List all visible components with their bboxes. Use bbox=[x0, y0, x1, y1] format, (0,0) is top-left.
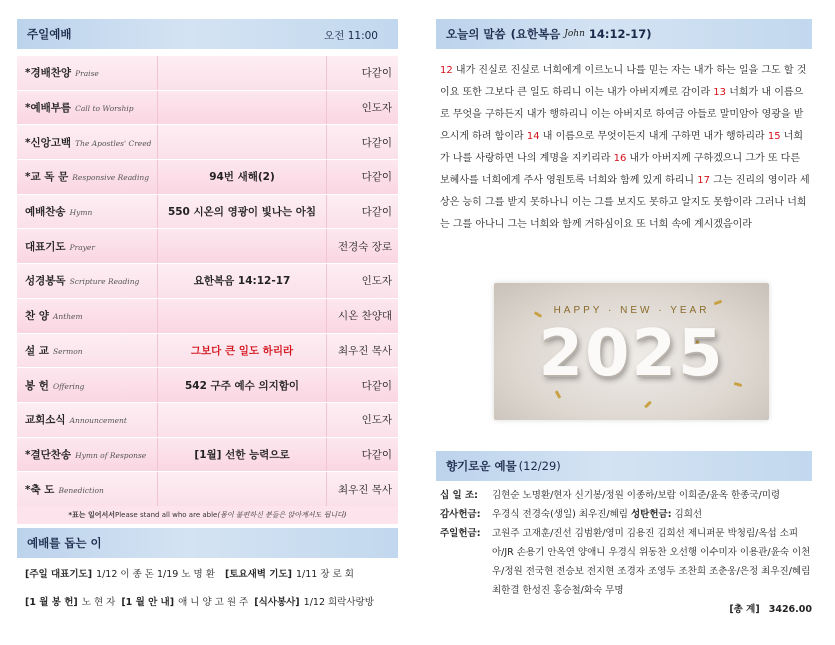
offering-row-tithe bbox=[440, 486, 812, 505]
scripture-ref-john: John bbox=[564, 29, 585, 39]
order-item-english: Anthem bbox=[52, 312, 83, 322]
order-item-content: [1월] 선한 능력으로 bbox=[157, 438, 327, 472]
total-label: [총 계] bbox=[729, 604, 760, 615]
order-item-content bbox=[157, 125, 327, 159]
order-item-leader: 최우진 목사 bbox=[337, 344, 392, 357]
offering-title: 향기로운 예물 bbox=[446, 459, 517, 473]
order-item-leader: 다같이 bbox=[361, 206, 392, 219]
order-item-content bbox=[157, 472, 327, 506]
verse-number: 16 bbox=[613, 153, 627, 164]
order-item-korean: 봉 헌 bbox=[25, 379, 49, 392]
order-row bbox=[17, 263, 398, 298]
verse-number: 14 bbox=[526, 131, 540, 142]
order-item-korean: 교회소식 bbox=[25, 414, 66, 427]
order-item-korean: 설 교 bbox=[25, 344, 49, 357]
verse-text: 그는 진리의 영이라 세상은 능히 그를 받지 못하나니 이는 그를 보지도 못하고 알지도 못함이라 그러나 너희는 그를 아나니 그는 너희와 함께 거하심이요 또 너희 속에 계시겠음이라 bbox=[440, 175, 810, 230]
offering-total bbox=[440, 600, 812, 619]
order-item-name bbox=[17, 378, 155, 393]
order-item-leader: 다같이 bbox=[361, 171, 392, 184]
order-item-english: Scripture Reading bbox=[69, 277, 140, 287]
order-item-content bbox=[157, 229, 327, 263]
order-item-content bbox=[157, 299, 327, 333]
order-item-korean: *예배부름 bbox=[25, 102, 72, 115]
total-value: 3426.00 bbox=[768, 604, 812, 615]
scripture-text bbox=[440, 60, 812, 236]
order-row bbox=[17, 194, 398, 229]
order-item-name bbox=[17, 204, 155, 219]
scripture-ref-post: 14:12-17) bbox=[588, 27, 652, 41]
order-row bbox=[17, 55, 398, 90]
verse-number: 12 bbox=[440, 65, 453, 76]
order-item-english: Prayer bbox=[69, 242, 95, 252]
order-item-english: Hymn of Response bbox=[75, 450, 147, 460]
order-item-english: The Apostles' Creed bbox=[75, 138, 152, 148]
scripture-banner bbox=[436, 19, 812, 49]
order-item-korean: *경배찬양 bbox=[25, 67, 72, 80]
order-item-name bbox=[17, 273, 155, 288]
order-row bbox=[17, 159, 398, 194]
order-item-content: 94번 새해(2) bbox=[157, 160, 327, 194]
order-item-english: Hymn bbox=[69, 208, 93, 218]
order-item-korean: 대표기도 bbox=[25, 240, 66, 253]
order-row bbox=[17, 298, 398, 333]
helpers-banner bbox=[17, 528, 398, 558]
order-item-name bbox=[17, 169, 155, 184]
worship-banner bbox=[17, 19, 398, 49]
helpers-row-1 bbox=[17, 559, 398, 587]
offering-banner bbox=[436, 451, 812, 481]
order-item-korean: *축 도 bbox=[25, 483, 55, 496]
order-item-korean: *결단찬송 bbox=[25, 448, 72, 461]
verse-number: 13 bbox=[713, 87, 727, 98]
order-row bbox=[17, 124, 398, 159]
verse-number: 17 bbox=[697, 175, 711, 186]
scripture-ref-pre: (요한복음 bbox=[510, 27, 561, 41]
helpers-row-2 bbox=[17, 587, 398, 615]
order-item-leader: 최우진 목사 bbox=[337, 483, 392, 496]
order-item-leader: 전경숙 장로 bbox=[337, 240, 392, 253]
order-item-english: Offering bbox=[52, 381, 85, 391]
order-item-content bbox=[157, 56, 327, 90]
order-item-name bbox=[17, 447, 155, 462]
order-item-name bbox=[17, 100, 155, 115]
order-row bbox=[17, 333, 398, 368]
offering-row-sunday bbox=[440, 524, 812, 600]
scripture-title: 오늘의 말씀 bbox=[446, 27, 506, 41]
offering-names bbox=[492, 505, 812, 524]
order-item-name bbox=[17, 308, 155, 323]
offering-list bbox=[440, 486, 812, 619]
worship-time: 오전 11:00 bbox=[324, 30, 378, 42]
helper-text: 1/12 희락사랑방 bbox=[303, 597, 374, 608]
helper-text: 1/11 장 로 회 bbox=[296, 569, 354, 580]
thanks-names: 우경식 전경숙(생일) 최우진/혜림 bbox=[492, 509, 631, 520]
offering-names: 김현순 노명환/현자 신기봉/정원 이종하/보람 이희준/윤옥 한종국/미령 bbox=[492, 490, 781, 501]
offering-label: 주일헌금: bbox=[440, 528, 481, 539]
order-item-content bbox=[157, 403, 327, 437]
helper-text: 노 현 자 bbox=[81, 597, 116, 608]
order-item-leader: 인도자 bbox=[361, 102, 392, 115]
verse-text: 내가 진실로 진실로 너희에게 이르노니 나를 믿는 자는 내가 하는 일을 그도 할 것이요 또한 그보다 큰 일도 하리니 이는 내가 아버지께로 감이라 bbox=[440, 65, 807, 98]
order-row bbox=[17, 90, 398, 125]
order-item-english: Call to Worship bbox=[75, 104, 134, 114]
helper-label: [주일 대표기도] bbox=[25, 569, 93, 580]
order-item-content: 550 시온의 영광이 빛나는 아침 bbox=[157, 195, 327, 229]
order-row bbox=[17, 437, 398, 472]
helper-label: [1 월 봉 헌] bbox=[25, 597, 78, 608]
helper-text: 애 니 양 고 원 주 bbox=[178, 597, 249, 608]
order-item-leader: 인도자 bbox=[361, 414, 392, 427]
order-item-leader: 다같이 bbox=[361, 379, 392, 392]
order-item-korean: 예배찬송 bbox=[25, 206, 66, 219]
order-item-content: 542 구주 예수 의지함이 bbox=[157, 368, 327, 402]
standing-note-english: Please stand all who are able bbox=[115, 510, 218, 519]
year-text: 2025 bbox=[538, 317, 725, 391]
order-item-leader: 다같이 bbox=[361, 67, 392, 80]
order-item-leader: 다같이 bbox=[361, 136, 392, 149]
verse-text: 너희가 내 이름으로 무엇을 구하든지 내가 행하리니 이는 아버지로 하여금 아들로 말미암아 영광을 받으시게 하려 함이라 bbox=[440, 87, 804, 142]
new-year-image bbox=[494, 283, 769, 420]
helper-label: [식사봉사] bbox=[254, 597, 300, 608]
happy-new-year-text: HAPPY · NEW · YEAR bbox=[553, 305, 710, 316]
standing-note-bold: *표는 일어서서 bbox=[68, 510, 115, 519]
order-item-korean: *신앙고백 bbox=[25, 136, 72, 149]
order-item-english: Benediction bbox=[58, 485, 104, 495]
order-item-name bbox=[17, 343, 155, 358]
helpers-title: 예배를 돕는 이 bbox=[27, 536, 102, 550]
order-item-leader: 시온 찬양대 bbox=[337, 310, 392, 323]
helpers-list bbox=[17, 559, 398, 615]
order-item-korean: *교 독 문 bbox=[25, 171, 69, 184]
order-row bbox=[17, 471, 398, 506]
verse-number: 15 bbox=[767, 131, 781, 142]
standing-note-italic: (몸이 불편하신 분들은 앉아계셔도 됩니다) bbox=[217, 510, 347, 519]
order-item-english: Sermon bbox=[52, 346, 83, 356]
order-item-name bbox=[17, 135, 155, 150]
helper-label: [토요새벽 기도] bbox=[224, 569, 292, 580]
verse-text: 너희가 나를 사랑하면 나의 계명을 지키리라 bbox=[440, 131, 804, 164]
order-item-content bbox=[157, 91, 327, 125]
offering-label: 감사헌금: bbox=[440, 509, 481, 520]
verse-text: 내 이름으로 무엇이든지 내게 구하면 내가 행하리라 bbox=[539, 131, 768, 142]
order-of-worship bbox=[17, 55, 398, 524]
order-item-name bbox=[17, 482, 155, 497]
christmas-names: 김희선 bbox=[671, 509, 703, 520]
offering-names: 고원주 고재훈/진선 김범환/영미 김용진 김희선 제니퍼문 박청림/옥섭 소피아/JR 손용기 안옥연 양애니 우경식 위동찬 오선행 이수미자 이용관/윤숙 이천우/정원 전국현 전승보 전지현 조경자 조영두 조찬희 조춘웅/은정 최우진/혜림 최한결 한성진 홍승철/화숙 무명 bbox=[492, 528, 811, 596]
order-item-korean: 성경봉독 bbox=[25, 275, 66, 288]
order-row bbox=[17, 228, 398, 263]
order-item-english: Responsive Reading bbox=[72, 173, 150, 183]
helper-text: 1/12 이 종 돈 1/19 노 명 환 bbox=[96, 569, 215, 580]
order-row bbox=[17, 367, 398, 402]
order-item-name bbox=[17, 412, 155, 427]
standing-note bbox=[17, 506, 398, 524]
worship-title: 주일예배 bbox=[27, 27, 72, 41]
order-item-korean: 찬 양 bbox=[25, 310, 49, 323]
verse-text: 내가 아버지께 구하겠으니 그가 또 다른 보혜사를 너희에게 주사 영원토록 너희와 함께 있게 하리니 bbox=[440, 153, 801, 186]
offering-row-thanks bbox=[440, 505, 812, 524]
christmas-label: 성탄헌금: bbox=[630, 509, 672, 520]
order-item-leader: 다같이 bbox=[361, 448, 392, 461]
helper-label: [1 월 안 내] bbox=[121, 597, 175, 608]
order-item-content: 그보다 큰 일도 하리라 bbox=[157, 334, 327, 368]
order-item-content: 요한복음 14:12-17 bbox=[157, 264, 327, 298]
order-item-english: Announcement bbox=[69, 416, 127, 426]
order-item-english: Praise bbox=[75, 69, 99, 79]
order-row bbox=[17, 402, 398, 437]
order-item-leader: 인도자 bbox=[361, 275, 392, 288]
order-item-name bbox=[17, 239, 155, 254]
order-item-name bbox=[17, 65, 155, 80]
offering-label: 십 일 조: bbox=[440, 490, 478, 501]
offering-date: (12/29) bbox=[518, 459, 561, 473]
